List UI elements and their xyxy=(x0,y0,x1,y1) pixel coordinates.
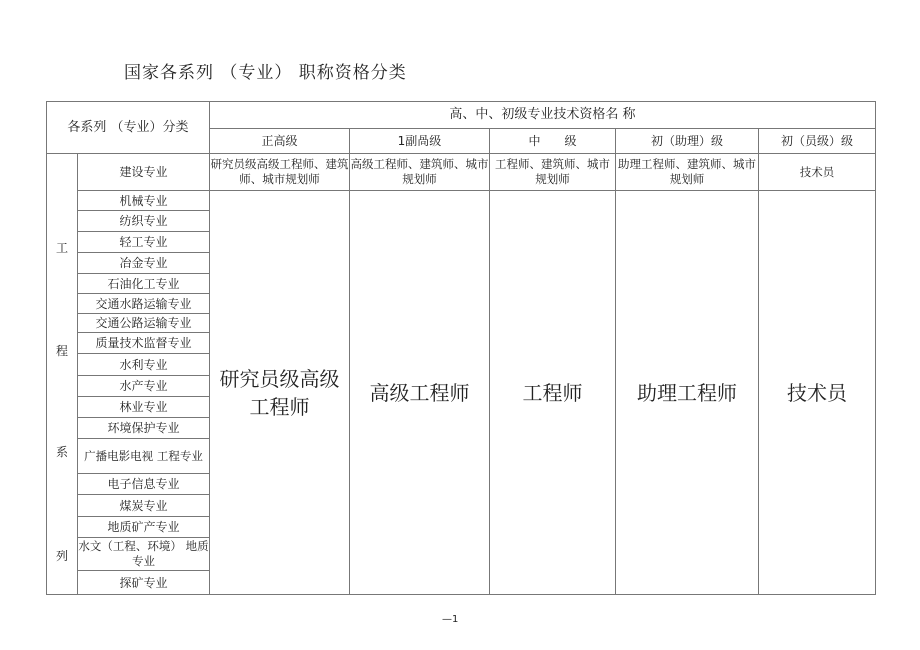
title-cell: 技术员 xyxy=(759,154,876,191)
specialty-cell: 林业专业 xyxy=(78,397,210,418)
specialty-cell: 探矿专业 xyxy=(78,571,210,595)
page-title: 国家各系列 （专业） 职称资格分类 xyxy=(124,63,407,83)
level-header-junior: 初（员级）级 xyxy=(759,129,876,154)
specialty-cell: 水产专业 xyxy=(78,376,210,397)
specialty-cell: 冶金专业 xyxy=(78,253,210,274)
category-header: 各系列 （专业）分类 xyxy=(47,102,210,154)
series-char: 系 xyxy=(55,445,68,459)
title-classification-table xyxy=(46,101,876,595)
specialty-cell: 电子信息专业 xyxy=(78,474,210,495)
series-char: 列 xyxy=(55,549,68,563)
engineering-series-label xyxy=(47,154,78,595)
specialty-cell: 水文（工程、环境） 地质专业 xyxy=(78,538,210,571)
level-header-deputy-senior: 1副咼级 xyxy=(350,129,490,154)
level-header-intermediate: 中 级 xyxy=(490,129,616,154)
specialty-cell: 石油化工专业 xyxy=(78,274,210,294)
specialty-cell: 广播电影电视 工程专业 xyxy=(78,439,210,474)
title-cell: 工程师、建筑师、城市规划师 xyxy=(490,154,616,191)
specialty-cell: 煤炭专业 xyxy=(78,495,210,517)
specialty-cell: 地质矿产专业 xyxy=(78,517,210,538)
merged-title-cell: 高级工程师 xyxy=(350,191,490,595)
level-header-senior: 正高级 xyxy=(210,129,350,154)
specialty-cell: 质量技术监督专业 xyxy=(78,333,210,354)
specialty-cell: 水利专业 xyxy=(78,354,210,376)
level-header-assistant: 初（助理）级 xyxy=(616,129,759,154)
qualification-group-header: 高、中、初级专业技术资格名 称 xyxy=(210,102,876,129)
specialty-cell: 交通水路运输专业 xyxy=(78,294,210,314)
title-cell: 助理工程师、建筑师、城市规划师 xyxy=(616,154,759,191)
title-cell: 高级工程师、建筑师、城市规划师 xyxy=(350,154,490,191)
specialty-cell: 机械专业 xyxy=(78,191,210,211)
merged-title-cell: 助理工程师 xyxy=(616,191,759,595)
merged-title-cell: 技术员 xyxy=(759,191,876,595)
specialty-cell: 轻工专业 xyxy=(78,232,210,253)
title-cell: 研究员级高级工程师、建筑师、城市规划师 xyxy=(210,154,350,191)
specialty-cell: 纺织专业 xyxy=(78,211,210,232)
series-char: 工 xyxy=(55,241,68,255)
merged-title-cell: 研究员级高级工程师 xyxy=(210,191,350,595)
specialty-cell: 建设专业 xyxy=(78,154,210,191)
series-char: 程 xyxy=(55,344,68,358)
specialty-cell: 交通公路运输专业 xyxy=(78,314,210,333)
specialty-cell: 环境保护专业 xyxy=(78,418,210,439)
page-number: —1 xyxy=(442,614,459,625)
merged-title-cell: 工程师 xyxy=(490,191,616,595)
